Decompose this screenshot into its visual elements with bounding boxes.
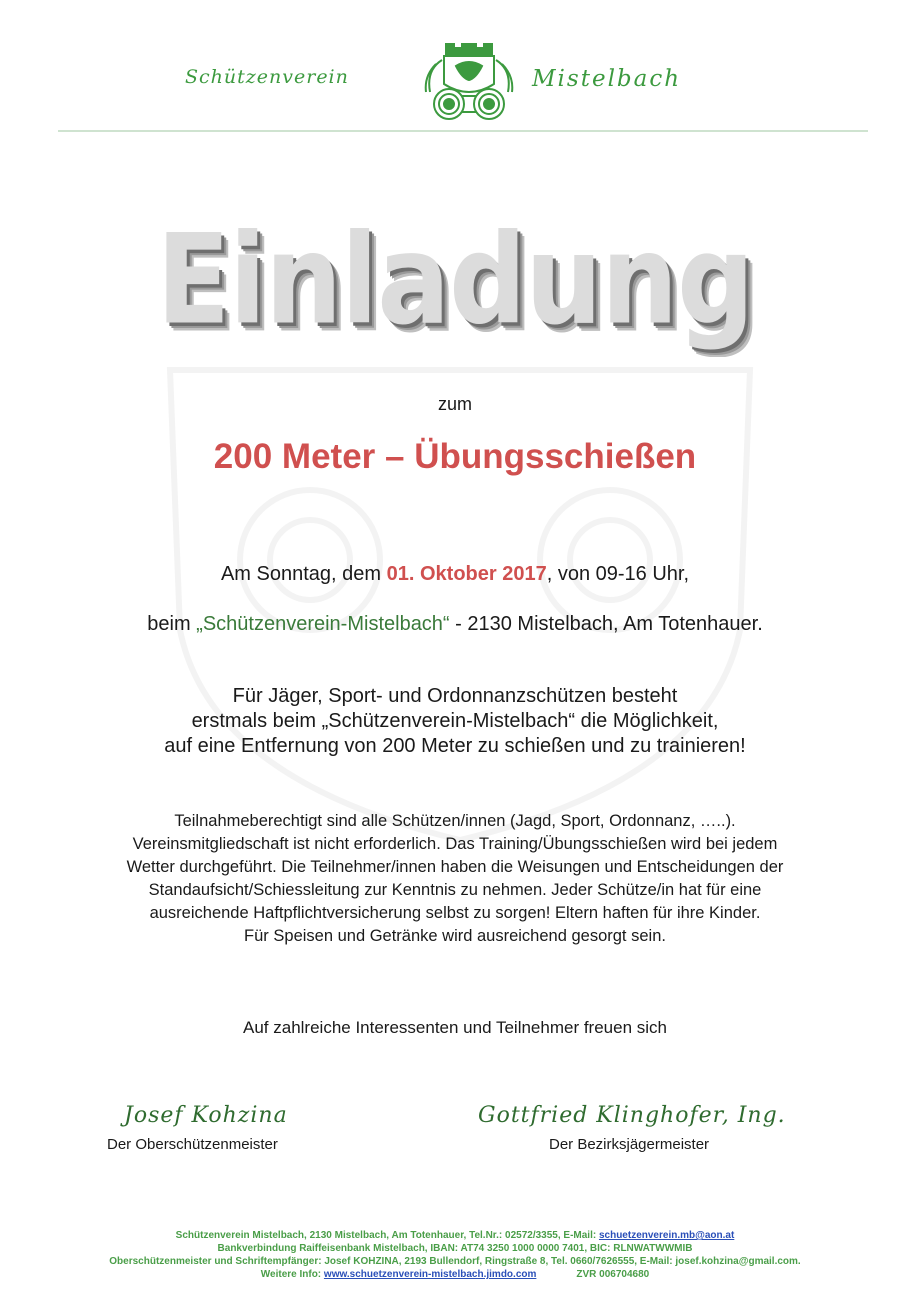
signature-name-right: Gottfried Klinghofer, Ing. <box>478 1103 786 1128</box>
paragraph-line: Für Speisen und Getränke wird ausreichend gesorgt sein. <box>244 927 666 945</box>
footer-website-link[interactable]: www.schuetzenverein-mistelbach.jimdo.com <box>323 1269 537 1280</box>
paragraph-line: ausreichende Haftpflichtversicherung selbst zu sorgen! Eltern haften für ihre Kinder. <box>149 904 761 922</box>
club-crest-logo <box>416 40 522 126</box>
paragraph-line: auf eine Entfernung von 200 Meter zu schießen und zu trainieren! <box>164 735 746 757</box>
description-paragraph <box>0 684 910 759</box>
footer-line-3: Oberschützenmeister und Schriftempfänger: Josef KOHZINA, 2193 Bullendorf, Ringstraße 8, Tel. 0660/7626555, E-Mail: josef.kohzina@gmail.com. <box>109 1256 801 1267</box>
invitation-title: Einladung <box>156 208 754 353</box>
event-headline: 200 Meter – Übungsschießen <box>213 437 697 476</box>
paragraph-line: Teilnahmeberechtigt sind alle Schützen/innen (Jagd, Sport, Ordonnanz, …..). <box>174 812 736 830</box>
date-prefix: Am Sonntag, dem <box>220 563 387 585</box>
venue-prefix: beim <box>147 613 197 635</box>
intro-word: zum <box>437 394 472 414</box>
header-club-name-right: Mistelbach <box>532 66 682 92</box>
signature-name-left: Josef Kohzina <box>124 1103 288 1128</box>
footer-info-label: Weitere Info: <box>260 1269 324 1280</box>
date-suffix: , von 09-16 Uhr, <box>546 563 690 585</box>
venue-suffix: - 2130 Mistelbach, Am Totenhauer. <box>449 613 763 635</box>
event-venue-line <box>0 613 910 636</box>
footer-line-4 <box>0 1268 910 1281</box>
header-club-name-left: Schützenverein <box>185 66 349 88</box>
paragraph-line: Standaufsicht/Schiessleitung zur Kenntnis zu nehmen. Jeder Schütze/in hat für eine <box>148 881 762 899</box>
header-divider <box>58 130 868 132</box>
paragraph-line: Wetter durchgeführt. Die Teilnehmer/innen haben die Weisungen und Entscheidungen der <box>126 858 784 876</box>
footer-line-1 <box>0 1229 910 1242</box>
signature-role-left: Der Oberschützenmeister <box>107 1136 278 1153</box>
footer-zvr: ZVR 006704680 <box>576 1269 650 1280</box>
footer-line-2: Bankverbindung Raiffeisenbank Mistelbach, IBAN: AT74 3250 1000 0000 7401, BIC: RLNWATWWMIB <box>217 1243 693 1254</box>
venue-club-name: „Schützenverein-Mistelbach“ <box>196 613 450 635</box>
event-date-line <box>0 563 910 586</box>
event-date: 01. Oktober 2017 <box>386 563 547 585</box>
footer-contact-info <box>0 1229 910 1281</box>
conditions-paragraph <box>0 810 910 948</box>
paragraph-line: Für Jäger, Sport- und Ordonnanzschützen besteht <box>232 685 678 707</box>
signature-role-right: Der Bezirksjägermeister <box>549 1136 710 1153</box>
footer-email-link[interactable]: schuetzenverein.mb@aon.at <box>598 1230 735 1241</box>
paragraph-line: erstmals beim „Schützenverein-Mistelbach“ die Möglichkeit, <box>191 710 719 732</box>
invitation-closing: Auf zahlreiche Interessenten und Teilnehmer freuen sich <box>243 1018 667 1037</box>
footer-address: Schützenverein Mistelbach, 2130 Mistelbach, Am Totenhauer, Tel.Nr.: 02572/3355, E-Mail: <box>175 1230 599 1241</box>
paragraph-line: Vereinsmitgliedschaft ist nicht erforderlich. Das Training/Übungsschießen wird bei jedem <box>132 835 778 853</box>
